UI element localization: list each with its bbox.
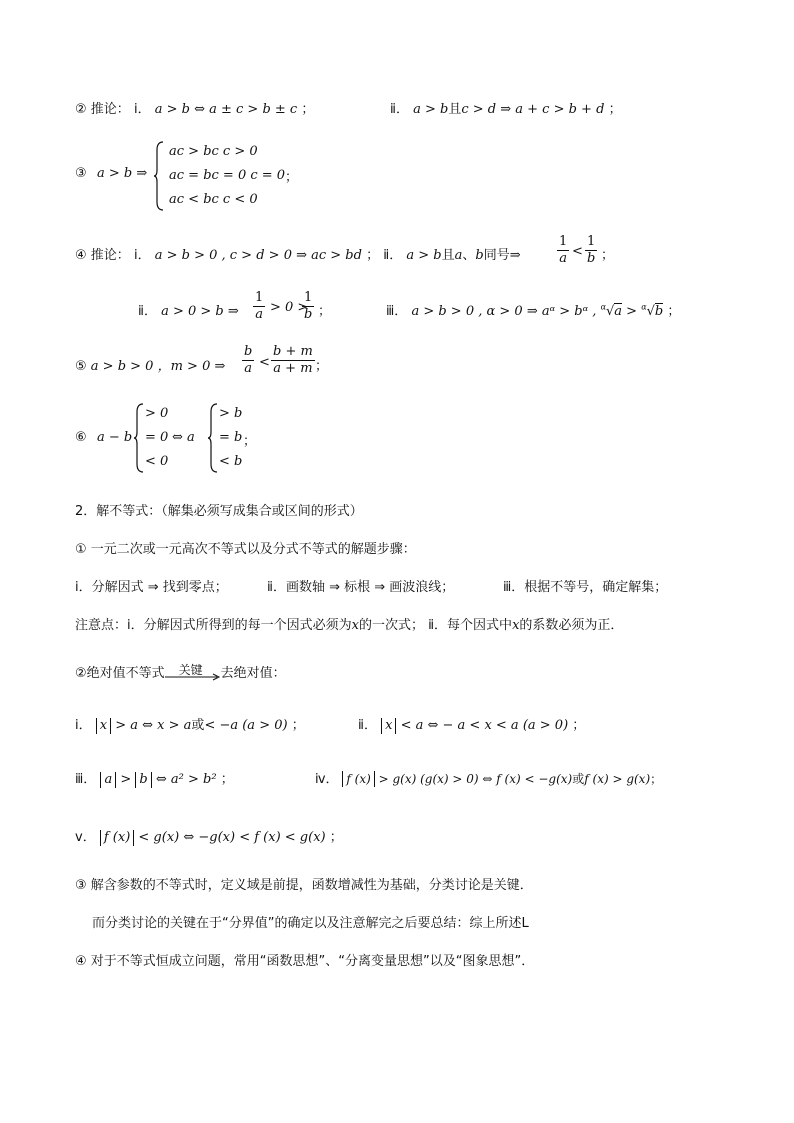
step-text: ⅱ．画数轴 ⇒ 标根 ⇒ 画波浪线； xyxy=(267,580,455,595)
separator: ； xyxy=(601,248,615,263)
connector-text: 且 xyxy=(441,248,455,263)
connector-text: 同号 xyxy=(483,248,510,263)
numerator: 1 xyxy=(255,290,264,305)
separator: ； xyxy=(318,304,332,319)
case-row: ac > bc c > 0 xyxy=(169,144,258,159)
sub-index: ⅲ． xyxy=(386,304,408,319)
math-expression: < −a (a > 0) xyxy=(204,718,288,733)
left-brace xyxy=(153,140,165,212)
absolute-value: b xyxy=(135,772,151,788)
corollary-iii-line xyxy=(386,300,680,319)
denominator: b xyxy=(587,251,596,266)
paragraph: 而分类讨论的关键在于“分界值”的确定以及注意解完之后要总结：综上所述L xyxy=(92,916,529,931)
step-text: ⅰ．分解因式 ⇒ 找到零点； xyxy=(75,580,228,595)
key-arrow xyxy=(165,663,221,685)
right-arrow-icon xyxy=(165,673,221,681)
left-brace xyxy=(133,402,145,474)
math-expression: a > b ⇒ xyxy=(97,166,148,181)
steps-line-iii xyxy=(503,576,667,595)
variable: b xyxy=(475,248,484,263)
fraction xyxy=(302,290,314,323)
sub-index: ⅰ． xyxy=(75,718,92,733)
connector-text: 或 xyxy=(572,772,585,786)
fraction xyxy=(585,234,597,267)
variable: x xyxy=(351,618,359,633)
sub-index: ⅰ． xyxy=(133,248,151,263)
abs-rule-v xyxy=(75,826,343,846)
sub-index: ⅴ． xyxy=(75,830,96,845)
fraction xyxy=(271,344,315,377)
separator: ； xyxy=(572,718,586,733)
numerator: 1 xyxy=(302,290,314,307)
math-expression: > 0 > xyxy=(270,300,309,315)
root-index: α xyxy=(600,302,606,312)
radicand: a xyxy=(614,304,623,319)
nth-root: $^\alpha$√b xyxy=(641,302,664,319)
math-expression: a > b > 0 , α > 0 ⇒ aᵅ > bᵅ , xyxy=(411,304,597,319)
absolute-value: x xyxy=(96,718,111,734)
separator: ； xyxy=(291,718,305,733)
case-row: > 0 xyxy=(145,406,169,421)
math-expression: > g(x) (g(x) > 0) ⇔ f (x) < −g(x) xyxy=(378,772,573,786)
steps-line xyxy=(75,576,228,595)
item-number: ⑤ xyxy=(75,359,87,374)
less-than-symbol: < xyxy=(259,355,270,370)
absolute-value: a xyxy=(100,772,116,788)
less-than-symbol: < xyxy=(572,244,583,259)
separator: ； xyxy=(301,102,315,117)
math-expression: a − b xyxy=(97,430,133,445)
math-expression: a > 0 > b ⇒ xyxy=(161,304,239,319)
separator: ； xyxy=(285,170,299,185)
separator: ； xyxy=(667,304,681,319)
denominator: a + m xyxy=(273,361,313,376)
math-expression: > a ⇔ x > a xyxy=(115,718,192,733)
sub-index: ⅱ． xyxy=(383,248,403,263)
separator: ； xyxy=(315,359,329,374)
corollary-label: 推论： xyxy=(90,102,130,117)
separator: ； xyxy=(220,772,234,787)
case-list xyxy=(219,402,242,474)
numerator: b xyxy=(244,344,253,359)
numerator: b + m xyxy=(273,344,313,359)
radicand: b xyxy=(654,304,664,319)
math-expression: < g(x) ⇔ −g(x) < f (x) < g(x) xyxy=(138,830,326,845)
item-number: ⑥ xyxy=(75,430,87,445)
case-row: > b xyxy=(219,406,243,421)
connector-text: 且 xyxy=(448,102,462,117)
numerator: 1 xyxy=(585,234,597,251)
separator: 、 xyxy=(462,248,476,263)
nth-root: $^\alpha$√a xyxy=(600,302,623,319)
note-text: 的一次式； ⅱ．每个因式中 xyxy=(358,618,513,633)
abs-rule-iv xyxy=(315,768,662,787)
sub-index: ⅱ． xyxy=(390,102,409,117)
abs-rule-i xyxy=(75,714,305,734)
math-expression: ⇔ a² > b² xyxy=(155,772,217,787)
implies-symbol: ⇒ xyxy=(509,248,521,263)
corollary-label: 推论： xyxy=(90,248,130,263)
denominator: b xyxy=(304,307,313,322)
variable: x xyxy=(512,618,520,633)
paragraph: ③ 解含参数的不等式时，定义域是前提，函数增减性为基础，分类讨论是关键． xyxy=(75,878,533,893)
note-text: 注意点：ⅰ．分解因式所得到的每一个因式必须为 xyxy=(75,618,352,633)
item-number: ② xyxy=(75,102,87,117)
math-expression: a > b > 0 ，m > 0 ⇒ xyxy=(90,359,226,374)
case-row: < 0 xyxy=(145,454,169,469)
case-row: ac < bc c < 0 xyxy=(169,192,258,207)
paragraph: ① 一元二次或一元高次不等式以及分式不等式的解题步骤： xyxy=(75,542,416,557)
notes-line xyxy=(75,614,623,633)
abs-rule-iii xyxy=(75,768,234,788)
math-expression: a > b xyxy=(413,102,449,117)
case-row: ac = bc = 0 c = 0 xyxy=(169,168,286,183)
math-expression: f (x) > g(x) xyxy=(584,772,651,786)
abs-rule-ii xyxy=(358,714,585,734)
heading-text: ②绝对值不等式 xyxy=(75,666,165,681)
fraction xyxy=(242,344,254,377)
math-expression: < a ⇔ − a < x < a (a > 0) xyxy=(400,718,569,733)
case-row: < b xyxy=(219,454,243,469)
case-list xyxy=(169,140,285,212)
absolute-value-heading xyxy=(75,662,286,685)
sub-index: ⅱ． xyxy=(358,718,377,733)
absolute-value: f (x) xyxy=(100,830,134,846)
corollary-2-ii xyxy=(390,98,622,117)
math-expression: a > b ⇔ a ± c > b ± c xyxy=(154,102,298,117)
sub-index: ⅰ． xyxy=(133,102,151,117)
numerator: 1 xyxy=(559,234,568,249)
item-number: ③ xyxy=(75,166,87,181)
absolute-value: f (x) xyxy=(342,771,374,787)
heading-text: 去绝对值： xyxy=(220,666,286,681)
denominator: a xyxy=(244,361,253,376)
denominator: a xyxy=(559,251,568,266)
steps-line-ii xyxy=(267,576,454,595)
denominator: a xyxy=(255,307,264,322)
sub-index: ⅲ． xyxy=(75,772,97,787)
separator: ； xyxy=(650,772,663,786)
math-expression: a > b > 0 , c > d > 0 ⇒ ac > bd xyxy=(154,248,362,263)
connector-text: 或 xyxy=(191,718,205,733)
separator: ； xyxy=(366,248,380,263)
step-text: ⅲ．根据不等号，确定解集； xyxy=(503,580,668,595)
case-list xyxy=(145,402,168,474)
absolute-value: x xyxy=(381,718,396,734)
math-expression: c > d ⇒ a + c > b + d xyxy=(461,102,605,117)
separator: ； xyxy=(329,830,343,845)
math-expression: a > b xyxy=(406,248,442,263)
note-text: 的系数必须为正． xyxy=(519,618,624,633)
sub-index: ⅳ． xyxy=(315,772,339,787)
math-expression: ⇔ a xyxy=(172,430,195,445)
root-index: α xyxy=(641,302,647,312)
left-brace xyxy=(207,402,219,474)
arrow-label: 关键 xyxy=(178,662,203,677)
fraction xyxy=(557,234,569,267)
paragraph: ④ 对于不等式恒成立问题，常用“函数思想”、“分离变量思想”以及“图象思想”． xyxy=(75,954,535,969)
variable: a xyxy=(454,248,463,263)
case-row: = 0 xyxy=(145,430,169,445)
sub-index: ⅱ． xyxy=(138,304,157,319)
separator: ； xyxy=(243,434,257,449)
greater-than-symbol: > xyxy=(626,304,638,319)
greater-than-symbol: > xyxy=(120,772,132,787)
corollary-2-line xyxy=(75,98,314,117)
section-title: 2．解不等式：（解集必须写成集合或区间的形式） xyxy=(75,504,363,519)
case-row: = b xyxy=(219,430,243,445)
fraction xyxy=(253,290,265,323)
item-number: ④ xyxy=(75,248,87,263)
separator: ； xyxy=(608,102,622,117)
